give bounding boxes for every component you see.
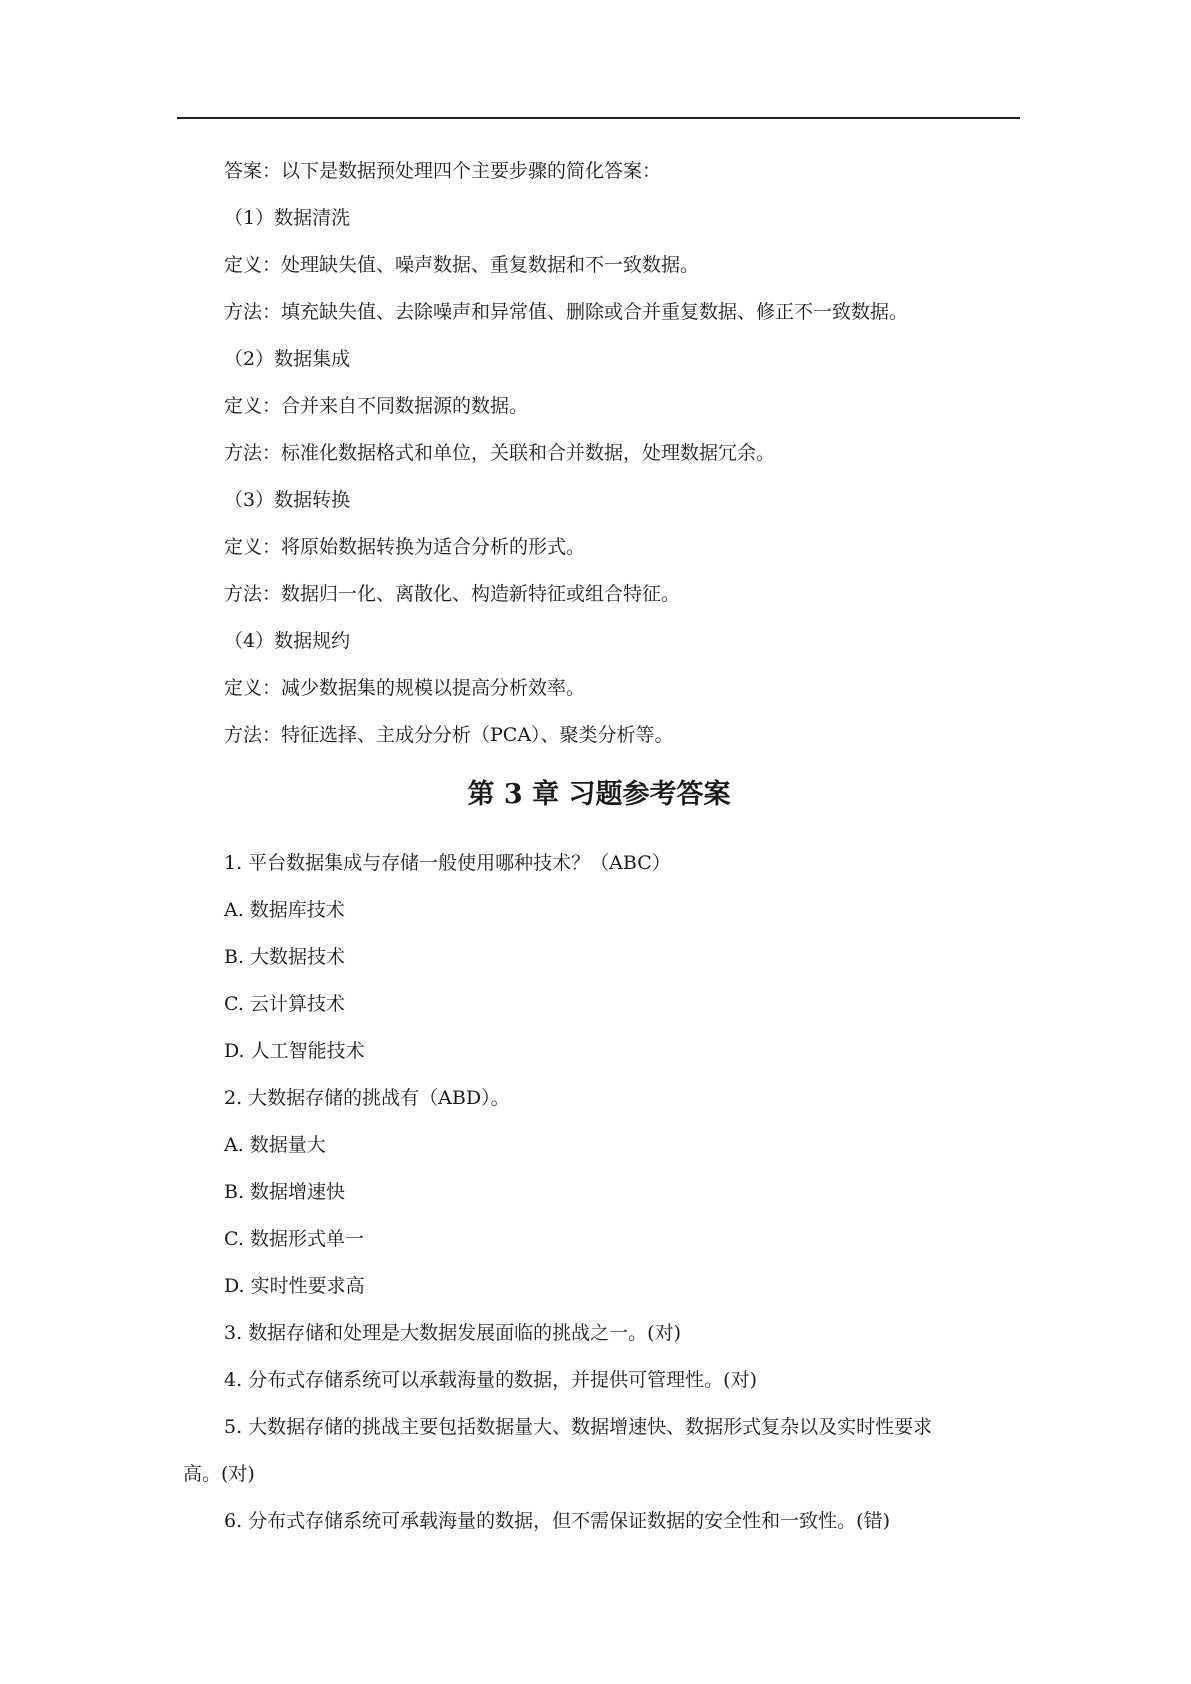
step-4-method: 方法：特征选择、主成分分析（PCA）、聚类分析等。: [224, 724, 674, 746]
step-4-heading: （4）数据规约: [224, 630, 351, 652]
header-rule: [177, 117, 1020, 119]
step-3-method: 方法：数据归一化、离散化、构造新特征或组合特征。: [224, 583, 681, 605]
step-4-definition: 定义：减少数据集的规模以提高分析效率。: [224, 677, 586, 699]
question-2-option-c: C. 数据形式单一: [224, 1228, 364, 1250]
question-2: 2. 大数据存储的挑战有（ABD）。: [224, 1087, 510, 1109]
step-2-definition: 定义：合并来自不同数据源的数据。: [224, 395, 529, 417]
step-2-method: 方法：标准化数据格式和单位，关联和合并数据，处理数据冗余。: [224, 442, 776, 464]
question-1: 1. 平台数据集成与存储一般使用哪种技术？（ABC）: [224, 852, 671, 874]
answer-intro: 答案：以下是数据预处理四个主要步骤的简化答案：: [224, 160, 662, 182]
question-3: 3. 数据存储和处理是大数据发展面临的挑战之一。(对): [224, 1322, 681, 1344]
question-1-option-b: B. 大数据技术: [224, 946, 346, 968]
question-2-option-d: D. 实时性要求高: [224, 1275, 365, 1297]
step-1-heading: （1）数据清洗: [224, 207, 351, 229]
step-3-heading: （3）数据转换: [224, 489, 351, 511]
question-1-option-d: D. 人工智能技术: [224, 1040, 365, 1062]
step-3-definition: 定义：将原始数据转换为适合分析的形式。: [224, 536, 586, 558]
step-1-definition: 定义：处理缺失值、噪声数据、重复数据和不一致数据。: [224, 254, 700, 276]
question-5-continuation: 高。(对): [183, 1463, 255, 1485]
question-1-option-c: C. 云计算技术: [224, 993, 345, 1015]
question-5: 5. 大数据存储的挑战主要包括数据量大、数据增速快、数据形式复杂以及实时性要求: [224, 1416, 933, 1438]
chapter-title: 第 3 章 习题参考答案: [467, 779, 731, 810]
question-4: 4. 分布式存储系统可以承载海量的数据，并提供可管理性。(对): [224, 1369, 757, 1391]
question-2-option-a: A. 数据量大: [224, 1134, 326, 1156]
step-2-heading: （2）数据集成: [224, 348, 351, 370]
question-1-option-a: A. 数据库技术: [224, 899, 345, 921]
step-1-method: 方法：填充缺失值、去除噪声和异常值、删除或合并重复数据、修正不一致数据。: [224, 301, 909, 323]
question-6: 6. 分布式存储系统可承载海量的数据，但不需保证数据的安全性和一致性。(错): [224, 1510, 890, 1532]
question-2-option-b: B. 数据增速快: [224, 1181, 346, 1203]
